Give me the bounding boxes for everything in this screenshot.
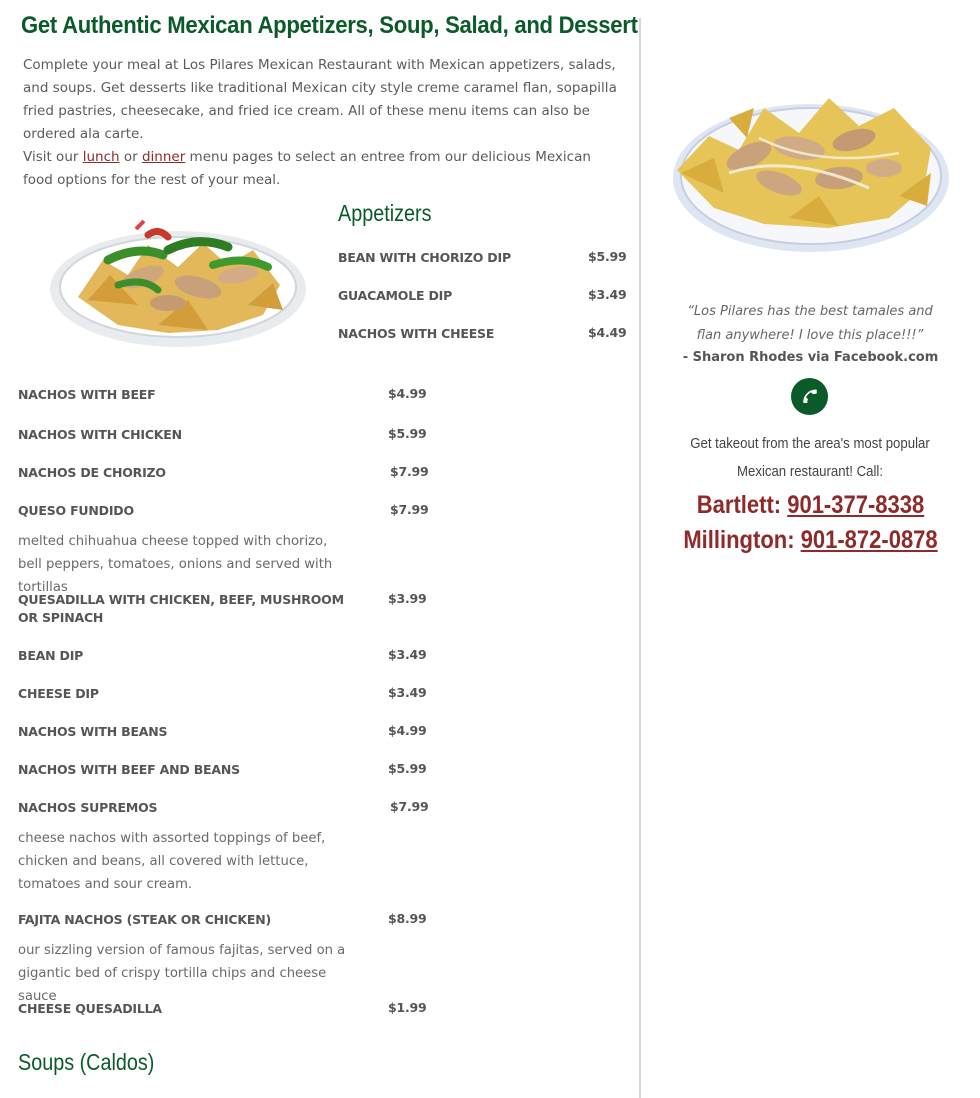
menu-item-description: our sizzling version of famous fajitas, served on a gigantic bed of crispy tortilla chips and cheese sauce: [18, 943, 346, 1004]
bartlett-label: Bartlett:: [696, 491, 788, 519]
visit-suffix: menu pages to select an entree from our delicious Mexican food options for the rest of your meal.: [23, 149, 591, 188]
visit-prefix: Visit our: [23, 149, 83, 165]
menu-item-name: BEAN WITH CHORIZO DIP: [338, 250, 511, 265]
menu-item-name: BEAN DIP: [18, 648, 84, 663]
menu-item-price: $3.99: [388, 591, 427, 606]
millington-label: Millington:: [683, 526, 801, 554]
visit-or: or: [119, 149, 142, 165]
menu-item-name: NACHOS WITH BEANS: [18, 724, 168, 739]
menu-item-price: $3.49: [588, 287, 627, 302]
menu-item-name: FAJITA NACHOS (STEAK OR CHICKEN): [18, 912, 271, 927]
bartlett-phone-line: [661, 491, 959, 520]
menu-item-price: $5.99: [588, 249, 627, 264]
chicken-nachos-photo: [669, 78, 951, 258]
menu-item-price: $4.49: [588, 325, 627, 340]
sidebar: [641, 0, 980, 1098]
menu-item-name: NACHOS SUPREMOS: [18, 800, 158, 815]
menu-item-name: NACHOS WITH BEEF: [18, 387, 156, 402]
menu-item-name: GUACAMOLE DIP: [338, 288, 453, 303]
menu-item-name: CHEESE DIP: [18, 686, 99, 701]
menu-item-description: melted chihuahua cheese topped with chorizo, bell peppers, tomatoes, onions and served with tortillas: [18, 534, 333, 595]
menu-item-price: $7.99: [390, 799, 429, 814]
menu-item-name: NACHOS WITH CHEESE: [338, 326, 495, 341]
menu-item-name: NACHOS WITH CHICKEN: [18, 427, 182, 442]
intro-paragraph: Complete your meal at Los Pilares Mexican Restaurant with Mexican appetizers, salads, and soups. Get desserts like traditional Mexican city style creme caramel flan, sopapilla fried pastries, cheesecake, and fried ice cream. All of these menu items can also be ordered ala carte.: [23, 57, 617, 142]
bartlett-phone-link[interactable]: 901-377-8338: [787, 491, 925, 519]
millington-phone-link[interactable]: 901-872-0878: [800, 526, 938, 554]
soups-heading: Soups (Caldos): [18, 1049, 155, 1075]
appetizers-heading: Appetizers: [338, 200, 432, 226]
menu-item-name: NACHOS DE CHORIZO: [18, 465, 166, 480]
menu-item-price: $1.99: [388, 1000, 427, 1015]
takeout-text: Get takeout from the area's most popular Mexican restaurant! Call:: [690, 435, 930, 480]
menu-item-price: $4.99: [388, 386, 427, 401]
menu-item-name: QUESO FUNDIDO: [18, 503, 134, 518]
dinner-link[interactable]: dinner: [141, 149, 186, 165]
menu-item-price: $7.99: [390, 464, 429, 479]
testimonial-author: - Sharon Rhodes via Facebook.com: [682, 350, 939, 365]
menu-item-name: QUESADILLA WITH CHICKEN, BEEF, MUSHROOM OR SPINACH: [18, 592, 344, 625]
menu-item-price: $8.99: [388, 911, 427, 926]
menu-item-name: NACHOS WITH BEEF AND BEANS: [18, 762, 240, 777]
menu-item-price: $4.99: [388, 723, 427, 738]
menu-item-price: $3.49: [388, 685, 427, 700]
phone-icon[interactable]: [791, 378, 828, 415]
visit-paragraph: [23, 146, 623, 192]
page-title: Get Authentic Mexican Appetizers, Soup, Salad, and Dessert: [21, 12, 638, 39]
menu-item-description: cheese nachos with assorted toppings of beef, chicken and beans, all covered with lettuce, tomatoes and sour cream.: [18, 831, 326, 892]
lunch-link[interactable]: lunch: [82, 149, 120, 165]
menu-item-price: $5.99: [388, 761, 427, 776]
menu-item-price: $5.99: [388, 426, 427, 441]
phone-icon-glyph: [801, 388, 819, 406]
menu-item-price: $3.49: [388, 647, 427, 662]
menu-item-name: CHEESE QUESADILLA: [18, 1001, 162, 1016]
millington-phone-line: [661, 526, 959, 555]
menu-item-price: $7.99: [390, 502, 429, 517]
testimonial-quote: “Los Pilares has the best tamales and flan anywhere! I love this place!!!”: [687, 304, 933, 343]
fajita-nachos-photo: [48, 205, 310, 353]
